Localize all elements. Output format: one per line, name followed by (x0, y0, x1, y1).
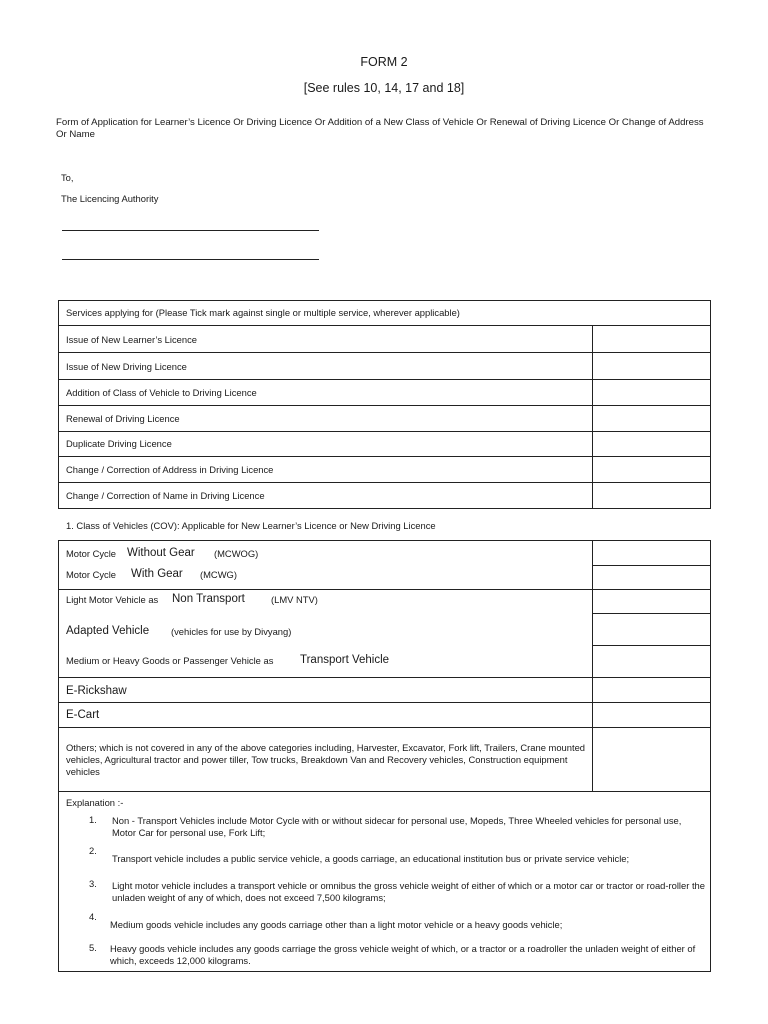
tick-box-addition-of-class[interactable] (593, 380, 710, 405)
explanation-item: Heavy goods vehicle includes any goods carriage the gross vehicle weight of which, or a tractor or a roadroller the unladen weight of either of which, exceeds 12,000 kilograms. (110, 943, 696, 966)
rules-reference: [See rules 10, 14, 17 and 18] (303, 81, 465, 95)
licencing-authority-label: The Licencing Authority (61, 193, 159, 204)
motor-cycle-label: Motor Cycle (66, 548, 117, 559)
others-description: Others; which is not covered in any of the above categories including, Harvester, Excavator, Fork lift, Trailers, Crane mounted vehicles, Agricultural tractor and power tiller, Tow trucks, Breakdown Van and Recovery vehicles, Construction equipment vehicles (66, 742, 585, 777)
tick-box-new-learners-licence[interactable] (593, 326, 710, 352)
tick-box-mcwg[interactable] (593, 566, 710, 589)
explanation-item: Medium goods vehicle includes any goods carriage other than a light motor vehicle or a heavy goods vehicle; (110, 919, 563, 930)
service-change-name: Change / Correction of Name in Driving Licence (66, 490, 265, 501)
explanation-number: 2. (89, 845, 97, 856)
tick-box-new-driving-licence[interactable] (593, 353, 710, 379)
address-line-1[interactable] (62, 230, 319, 231)
mcwog-code: (MCWOG) (214, 548, 259, 559)
tick-box-adapted-vehicle[interactable] (593, 614, 710, 645)
mcwg-code: (MCWG) (200, 569, 237, 580)
mcwg-type: With Gear (131, 568, 183, 580)
service-addition-of-class: Addition of Class of Vehicle to Driving Licence (66, 387, 257, 398)
tick-box-renewal[interactable] (593, 406, 710, 431)
explanation-item: Light motor vehicle includes a transport vehicle or omnibus the gross vehicle weight of either of which or a motor car or tractor or road-roller the unladen weight of any of which, does not exceed 7,500 kilograms; (112, 880, 705, 903)
explanation-heading: Explanation :- (66, 797, 124, 808)
tick-box-lmv-ntv[interactable] (593, 590, 710, 613)
adapted-vehicle-note: (vehicles for use by Divyang) (171, 626, 292, 637)
service-change-address: Change / Correction of Address in Driving Licence (66, 464, 274, 475)
lmv-label: Light Motor Vehicle as (66, 594, 159, 605)
tick-box-mcwog[interactable] (593, 541, 710, 565)
lmv-code: (LMV NTV) (271, 594, 318, 605)
lmv-type: Non Transport (172, 593, 245, 605)
form-description: Form of Application for Learner’s Licence Or Driving Licence Or Addition of a New Class of Vehicle Or Renewal of Driving Licence Or Change of Address Or Name (56, 117, 704, 140)
service-new-learners-licence: Issue of New Learner’s Licence (66, 334, 197, 345)
transport-vehicle-type: Transport Vehicle (300, 654, 390, 666)
e-rickshaw-label: E-Rickshaw (66, 685, 127, 697)
tick-box-change-address[interactable] (593, 457, 710, 482)
mcwog-type: Without Gear (127, 547, 195, 559)
explanation-number: 4. (89, 911, 97, 922)
explanation-number: 5. (89, 942, 97, 953)
service-renewal: Renewal of Driving Licence (66, 413, 180, 424)
explanation-item: Transport vehicle includes a public service vehicle, a goods carriage, an educational institution bus or private service vehicle; (112, 853, 630, 864)
tick-box-transport-vehicle[interactable] (593, 646, 710, 677)
form-title: FORM 2 (360, 55, 408, 69)
cov-heading: 1. Class of Vehicles (COV): Applicable for New Learner’s Licence or New Driving Licence (66, 520, 436, 531)
explanation-item: Non - Transport Vehicles include Motor Cycle with or without sidecar for personal use, Mopeds, Three Wheeled vehicles for personal use, Motor Car for personal use, Fork Lift; (112, 815, 682, 838)
tick-box-e-cart[interactable] (593, 703, 710, 727)
services-heading: Services applying for (Please Tick mark against single or multiple service, wherever applicable) (66, 307, 460, 318)
service-new-driving-licence: Issue of New Driving Licence (66, 361, 187, 372)
adapted-vehicle-label: Adapted Vehicle (66, 625, 150, 637)
tick-box-change-name[interactable] (593, 483, 710, 508)
transport-vehicle-label: Medium or Heavy Goods or Passenger Vehicle as (66, 655, 274, 666)
explanation-number: 1. (89, 814, 97, 825)
address-line-2[interactable] (62, 259, 319, 260)
motor-cycle-label-2: Motor Cycle (66, 569, 117, 580)
e-cart-label: E-Cart (66, 709, 100, 721)
tick-box-others[interactable] (593, 728, 710, 791)
tick-box-duplicate[interactable] (593, 432, 710, 456)
service-duplicate: Duplicate Driving Licence (66, 438, 172, 449)
tick-box-e-rickshaw[interactable] (593, 678, 710, 702)
to-label: To, (61, 172, 74, 183)
explanation-number: 3. (89, 878, 97, 889)
